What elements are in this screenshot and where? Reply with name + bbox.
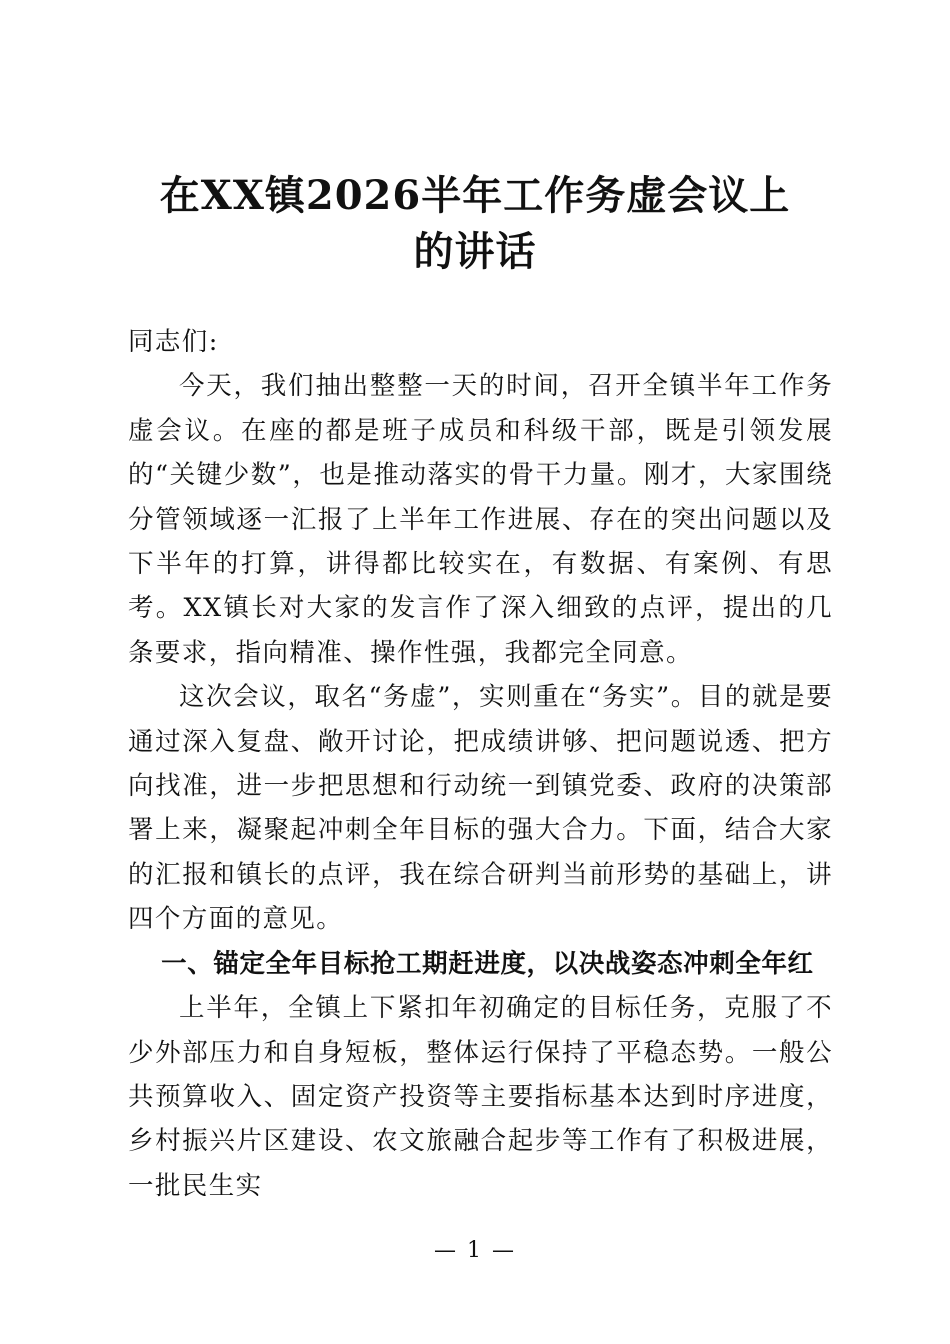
- paragraph-1: 今天，我们抽出整整一天的时间，召开全镇半年工作务虚会议。在座的都是班子成员和科级干部，既是引领发展的“关键少数”，也是推动落实的骨干力量。刚才，大家围绕分管领域逐一汇报了上半年工作进展、存在的突出问题以及下半年的打算，讲得都比较实在，有数据、有案例、有思考。XX镇长对大家的发言作了深入细致的点评，提出的几条要求，指向精准、操作性强，我都完全同意。: [128, 371, 833, 668]
- paragraph-2: 这次会议，取名“务虚”，实则重在“务实”。目的就是要通过深入复盘、敞开讨论，把成绩讲够、把问题说透、把方向找准，进一步把思想和行动统一到镇党委、政府的决策部署上来，凝聚起冲刺全年目标的强大合力。下面，结合大家的汇报和镇长的点评，我在综合研判当前形势的基础上，讲四个方面的意见。: [128, 682, 833, 935]
- salutation: 同志们:: [128, 327, 219, 357]
- document-title: [60, 168, 890, 280]
- title-line-1: 在XX镇2026半年工作务虚会议上: [159, 172, 791, 219]
- title-line-2: 的讲话: [413, 228, 537, 275]
- document-body: [128, 320, 833, 1208]
- section-1-paragraph: 上半年，全镇上下紧扣年初确定的目标任务，克服了不少外部压力和自身短板，整体运行保持了平稳态势。一般公共预算收入、固定资产投资等主要指标基本达到时序进度，乡村振兴片区建设、农文旅融合起步等工作有了积极进展，一批民生实: [128, 993, 833, 1201]
- page-number: — 1 —: [434, 1238, 516, 1263]
- section-heading-1: 一、锚定全年目标抢工期赶进度，以决战姿态冲刺全年红: [161, 948, 814, 979]
